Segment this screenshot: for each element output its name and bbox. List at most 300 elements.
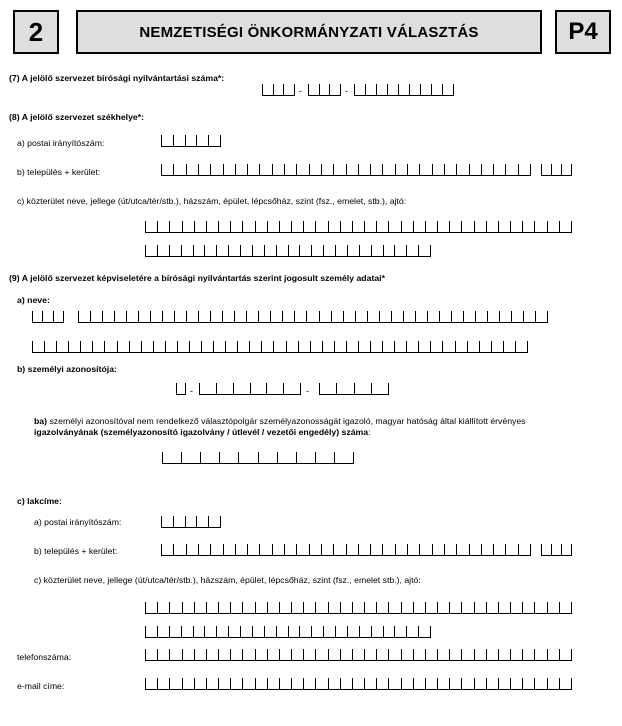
hq-street-line2-field[interactable] [145,245,431,257]
cell-divider [286,341,287,353]
rep-postal-code-field[interactable] [161,516,221,528]
cell-divider [291,221,292,233]
cell-divider [395,164,396,176]
cell-divider [233,383,234,395]
cell-divider [409,84,410,96]
cell-divider [303,602,304,614]
cell-divider [182,602,183,614]
cell-divider [169,649,170,661]
cell-divider [200,452,201,464]
cell-divider [444,544,445,556]
cell-divider [242,678,243,690]
cell-divider [407,544,408,556]
cell-divider [174,311,175,323]
cell-divider [475,311,476,323]
cell-divider [498,602,499,614]
cell-divider [145,602,146,614]
cell-divider [277,452,278,464]
cell-divider [449,678,450,690]
cell-divider [530,164,531,176]
cell-divider [173,544,174,556]
cell-divider [145,221,146,233]
cell-divider [571,544,572,556]
cell-divider [185,383,186,395]
cell-divider [463,311,464,323]
cell-divider [334,452,335,464]
cell-divider [469,164,470,176]
cell-divider [571,602,572,614]
hq-street-line1-field[interactable] [145,221,572,233]
cell-divider [182,678,183,690]
rep-email-label: e-mail címe: [17,681,65,691]
section-7-label: (7) A jelölő szervezet bírósági nyilvántartási száma*: [9,73,225,83]
cell-divider [430,245,431,257]
cell-divider [240,245,241,257]
cell-divider [291,678,292,690]
cell-divider [336,383,337,395]
cell-divider [303,221,304,233]
cell-divider [216,626,217,638]
cell-divider [486,221,487,233]
cell-divider [173,164,174,176]
cell-divider [194,649,195,661]
rep-name-line1-field[interactable] [78,311,548,323]
cell-divider [364,649,365,661]
cell-divider [162,311,163,323]
cell-divider [486,678,487,690]
cell-divider [220,135,221,147]
cell-divider [252,626,253,638]
cell-divider [296,452,297,464]
cell-divider [242,602,243,614]
cell-divider [437,221,438,233]
cell-divider [264,245,265,257]
cell-divider [141,341,142,353]
cell-divider [449,602,450,614]
cell-divider [309,544,310,556]
cell-divider [306,311,307,323]
cell-divider [486,602,487,614]
cell-divider [276,245,277,257]
cell-divider [427,311,428,323]
cell-divider [173,135,174,147]
cell-divider [559,602,560,614]
cell-divider [481,544,482,556]
cell-divider [353,452,354,464]
cell-divider [530,544,531,556]
cell-divider [340,221,341,233]
cell-divider [420,84,421,96]
cell-divider [442,341,443,353]
cell-divider [291,649,292,661]
cell-divider [376,649,377,661]
cell-divider [407,164,408,176]
ba-text-2: igazolványának (személyazonosító igazolvány / útlevél / vezetői engedély) száma [34,427,369,437]
cell-divider [249,341,250,353]
rep-name-label: a) neve: [17,295,50,305]
cell-divider [415,311,416,323]
cell-divider [198,164,199,176]
cell-divider [204,626,205,638]
rep-street-line2-field[interactable] [145,626,431,638]
cell-divider [308,84,309,96]
cell-divider [228,245,229,257]
cell-divider [189,341,190,353]
cell-divider [298,341,299,353]
cell-divider [201,341,202,353]
cell-divider [547,649,548,661]
cell-divider [498,678,499,690]
cell-divider [442,84,443,96]
ba-text-1: személyi azonosítóval nem rendelkező választópolgár személyazonosságát igazoló, magyar hatóság által kiállított érvényes [47,416,526,426]
cell-divider [173,516,174,528]
cell-divider [343,311,344,323]
cell-divider [279,678,280,690]
cell-divider [272,544,273,556]
cell-divider [571,678,572,690]
cell-divider [157,245,158,257]
cell-divider [479,341,480,353]
cell-divider [413,602,414,614]
cell-divider [153,341,154,353]
cell-divider [56,341,57,353]
rep-email-field[interactable] [145,678,572,690]
cell-divider [78,311,79,323]
cell-divider [238,452,239,464]
cell-divider [311,626,312,638]
cell-divider [223,544,224,556]
cell-divider [182,649,183,661]
cell-divider [347,245,348,257]
cell-divider [333,164,334,176]
cell-divider [370,341,371,353]
cell-divider [185,135,186,147]
cell-divider [364,678,365,690]
cell-divider [210,311,211,323]
cell-divider [150,311,151,323]
cell-divider [315,649,316,661]
cell-divider [194,221,195,233]
rep-document-number-field[interactable] [162,452,354,464]
cell-divider [328,649,329,661]
cell-divider [406,341,407,353]
rep-street-line1-field[interactable] [145,602,572,614]
cell-divider [571,649,572,661]
cell-divider [358,544,359,556]
cell-divider [303,649,304,661]
cell-divider [456,544,457,556]
hq-district-field[interactable] [541,164,572,176]
cell-divider [406,245,407,257]
cell-divider [230,678,231,690]
cell-divider [255,221,256,233]
cell-divider [199,383,200,395]
cell-divider [522,602,523,614]
cell-divider [487,311,488,323]
cell-divider [92,341,93,353]
cell-divider [240,626,241,638]
hq-city-field[interactable] [161,164,531,176]
hq-street-label: c) közterület neve, jellege (út/utca/tér/stb.), házszám, épület, lépcsőház, szint (fsz., emelet, stb.), ajtó: [17,196,407,206]
cell-divider [284,544,285,556]
registry-number-part1-field[interactable] [262,84,295,96]
cell-divider [328,678,329,690]
cell-divider [340,649,341,661]
section-9-label: (9) A jelölő szervezet képviseletére a bírósági nyilvántartás szerint jogosult személy adatai* [9,273,385,283]
cell-divider [354,383,355,395]
cell-divider [138,311,139,323]
cell-divider [418,626,419,638]
cell-divider [32,311,33,323]
cell-divider [394,245,395,257]
cell-divider [255,602,256,614]
cell-divider [296,544,297,556]
rep-city-field[interactable] [161,544,531,556]
cell-divider [267,678,268,690]
rep-name-line2-field[interactable] [32,341,528,353]
cell-divider [213,341,214,353]
cell-divider [208,135,209,147]
cell-divider [185,516,186,528]
cell-divider [383,245,384,257]
rep-address-label: c) lakcíme: [17,496,62,506]
cell-divider [486,649,487,661]
cell-divider [230,221,231,233]
cell-divider [181,626,182,638]
cell-divider [547,221,548,233]
cell-divider [535,311,536,323]
cell-divider [474,649,475,661]
cell-divider [255,649,256,661]
cell-divider [288,626,289,638]
cell-divider [315,452,316,464]
cell-divider [510,678,511,690]
cell-divider [161,164,162,176]
cell-divider [255,678,256,690]
form-header [0,4,622,60]
cell-divider [246,311,247,323]
cell-divider [432,544,433,556]
cell-divider [235,544,236,556]
cell-divider [376,84,377,96]
cell-divider [169,678,170,690]
cell-divider [455,341,456,353]
cell-divider [250,383,251,395]
cell-divider [311,245,312,257]
cell-divider [510,649,511,661]
cell-divider [387,84,388,96]
cell-divider [242,649,243,661]
cell-divider [225,341,226,353]
cell-divider [262,84,263,96]
cell-divider [206,221,207,233]
cell-divider [222,311,223,323]
cell-divider [522,678,523,690]
cell-divider [157,602,158,614]
cell-divider [303,678,304,690]
cell-divider [322,341,323,353]
cell-divider [267,602,268,614]
cell-divider [218,649,219,661]
cell-divider [218,678,219,690]
cell-divider [461,649,462,661]
cell-divider [571,164,572,176]
cell-divider [493,164,494,176]
cell-divider [169,221,170,233]
cell-divider [365,84,366,96]
cell-divider [218,221,219,233]
cell-divider [230,602,231,614]
cell-divider [474,678,475,690]
cell-divider [283,383,284,395]
cell-divider [216,245,217,257]
cell-divider [331,311,332,323]
cell-divider [90,311,91,323]
rep-name-prefix-field[interactable] [32,311,64,323]
cell-divider [181,245,182,257]
cell-divider [165,341,166,353]
cell-divider [419,544,420,556]
cell-divider [276,626,277,638]
cell-divider [319,84,320,96]
cell-divider [413,678,414,690]
cell-divider [340,84,341,96]
cell-divider [68,341,69,353]
cell-divider [329,84,330,96]
cell-divider [394,626,395,638]
rep-document-description [34,416,614,438]
cell-divider [279,602,280,614]
form-code-box: P4 [555,10,611,54]
cell-divider [258,452,259,464]
cell-divider [425,649,426,661]
separator-dash: - [345,86,348,96]
cell-divider [527,341,528,353]
cell-divider [425,602,426,614]
cell-divider [230,649,231,661]
cell-divider [279,649,280,661]
section-8-label: (8) A jelölő szervezet székhelye*: [9,112,145,122]
registry-number-part2-field[interactable] [308,84,341,96]
hq-city-label: b) település + kerület: [17,167,101,177]
cell-divider [469,544,470,556]
cell-divider [370,164,371,176]
cell-divider [198,311,199,323]
rep-street-label: c) közterület neve, jellege (út/utca/tér/stb.), házszám, épület, lépcsőház, szint (fsz., emelet stb.), ajtó: [34,575,421,585]
cell-divider [401,649,402,661]
rep-id-part2-field[interactable] [199,383,301,395]
rep-id-part1-field[interactable] [176,383,186,395]
cell-divider [346,341,347,353]
cell-divider [321,544,322,556]
cell-divider [449,649,450,661]
cell-divider [510,602,511,614]
cell-divider [461,602,462,614]
cell-divider [559,221,560,233]
cell-divider [425,221,426,233]
cell-divider [335,626,336,638]
cell-divider [145,245,146,257]
cell-divider [300,383,301,395]
cell-divider [194,602,195,614]
cell-divider [340,678,341,690]
cell-divider [169,626,170,638]
rep-phone-field[interactable] [145,649,572,661]
cell-divider [437,602,438,614]
cell-divider [102,311,103,323]
cell-divider [117,341,118,353]
cell-divider [282,311,283,323]
cell-divider [186,544,187,556]
separator-dash: - [306,386,309,396]
cell-divider [359,245,360,257]
cell-divider [177,341,178,353]
cell-divider [518,544,519,556]
cell-divider [547,602,548,614]
cell-divider [32,341,33,353]
cell-divider [498,649,499,661]
cell-divider [522,221,523,233]
cell-divider [272,164,273,176]
cell-divider [388,602,389,614]
cell-divider [382,544,383,556]
cell-divider [401,678,402,690]
cell-divider [279,221,280,233]
cell-divider [425,678,426,690]
cell-divider [335,245,336,257]
cell-divider [169,245,170,257]
cell-divider [161,544,162,556]
cell-divider [258,311,259,323]
cell-divider [310,341,311,353]
cell-divider [523,311,524,323]
rep-id-part3-field[interactable] [319,383,389,395]
rep-district-field[interactable] [541,544,572,556]
cell-divider [193,245,194,257]
cell-divider [376,678,377,690]
cell-divider [403,311,404,323]
rep-phone-label: telefonszáma: [17,652,72,662]
cell-divider [315,678,316,690]
cell-divider [371,626,372,638]
cell-divider [561,164,562,176]
cell-divider [309,164,310,176]
cell-divider [288,245,289,257]
registry-number-part3-field[interactable] [354,84,454,96]
cell-divider [196,516,197,528]
cell-divider [210,164,211,176]
cell-divider [223,164,224,176]
cell-divider [176,383,177,395]
cell-divider [430,341,431,353]
cell-divider [534,678,535,690]
hq-postal-code-field[interactable] [161,135,221,147]
cell-divider [491,341,492,353]
cell-divider [379,311,380,323]
cell-divider [182,221,183,233]
cell-divider [299,626,300,638]
cell-divider [53,311,54,323]
cell-divider [451,311,452,323]
cell-divider [418,245,419,257]
cell-divider [352,602,353,614]
cell-divider [157,221,158,233]
hq-postal-code-label: a) postai irányítószám: [17,138,105,148]
cell-divider [449,221,450,233]
cell-divider [437,649,438,661]
cell-divider [559,649,560,661]
cell-divider [388,649,389,661]
